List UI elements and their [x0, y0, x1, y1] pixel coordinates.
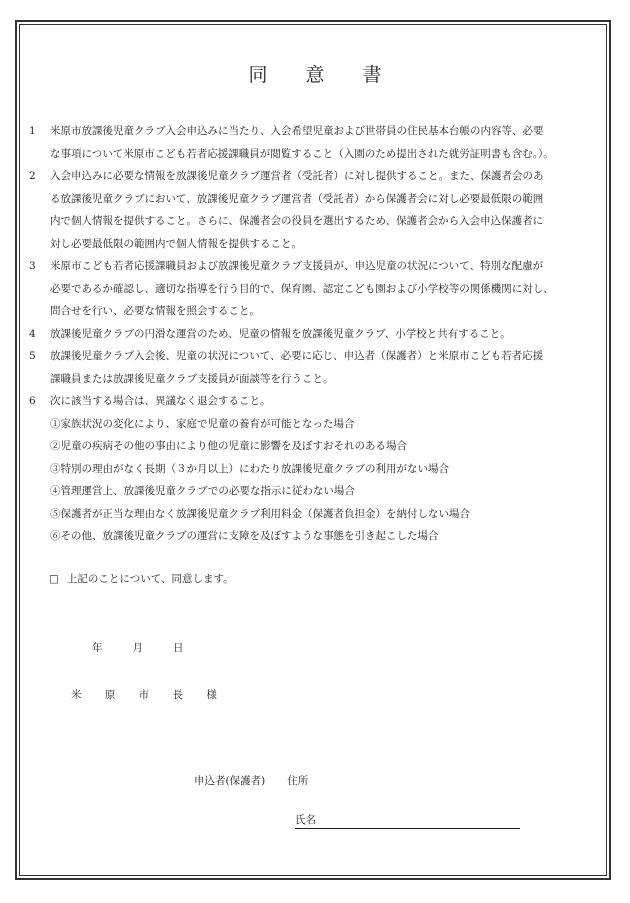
item-number: 3 — [29, 260, 36, 272]
address-label: 住所 — [287, 775, 309, 787]
date-day: 日 — [173, 642, 184, 654]
item-4 — [29, 323, 594, 346]
item-line: 放課後児童クラブの円滑な運営のため、児童の情報を放課後児童クラブ、小学校と共有すること。 — [50, 327, 511, 340]
item-number: 5 — [29, 350, 36, 362]
item-text — [50, 390, 594, 548]
item-line: 内で個人情報を提供すること。さらに、保護者会の役員を選出するため、保護者会から入会申込保護者に — [50, 215, 544, 227]
item-number: 2 — [29, 170, 36, 182]
date-line — [92, 640, 184, 655]
sub-item: ①家族状況の変化により、家庭で児童の養育が可能となった場合 — [50, 417, 355, 430]
name-label: 氏名 — [295, 814, 316, 826]
sub-item: ④管理運営上、放課後児童クラブでの必要な指示に従わない場合 — [50, 485, 355, 497]
item-5 — [29, 345, 594, 390]
sub-item: ②児童の疾病その他の事由により他の児童に影響を及ぼすおそれのある場合 — [50, 440, 407, 452]
document-title: 同 意 書 — [248, 64, 398, 86]
item-text — [50, 255, 594, 323]
date-month: 月 — [132, 642, 143, 654]
item-3 — [29, 255, 594, 323]
consent-checkbox[interactable]: □ — [49, 573, 59, 585]
item-number: 1 — [29, 125, 36, 137]
applicant-label: 申込者(保護者) — [194, 775, 266, 787]
item-text — [50, 345, 594, 390]
item-line: 問合せを行い、必要な情報を照会すること。 — [50, 305, 260, 317]
item-6 — [29, 390, 594, 548]
sub-item: ⑥その他、放課後児童クラブの運営に支障を及ぼすような事態を引き起こした場合 — [50, 530, 439, 542]
item-number: 4 — [29, 327, 36, 340]
item-2 — [29, 165, 594, 255]
item-line: 課職員または放課後児童クラブ支援員が面談等を行うこと。 — [50, 372, 334, 385]
consent-line — [49, 571, 234, 586]
item-line: 次に該当する場合は、異議なく退会すること。 — [50, 395, 271, 407]
date-year: 年 — [92, 642, 103, 654]
item-line: 必要であるか確認し、適切な指導を行う目的で、保育園、認定こども園および小学校等の関係機関に対し、 — [50, 282, 554, 295]
item-line: な事項について米原市こども若者応援課職員が閲覧すること（入園のため提出された就労証明書も含む。）。 — [50, 147, 554, 160]
item-line: 対し必要最低限の範囲内で個人情報を提供すること。 — [50, 237, 302, 250]
addressee: 米 原 市 長 様 — [71, 689, 227, 701]
item-line: 米原市放課後児童クラブ入会申込みに当たり、入会希望児童および世帯員の住民基本台帳の内容等、必要 — [50, 125, 544, 137]
sub-item: ⑤保護者が正当な理由なく放課後児童クラブ利用料金（保護者負担金）を納付しない場合 — [50, 507, 470, 520]
item-line: 入会申込みに必要な情報を放課後児童クラブ運営者（受託者）に対し提供すること。また、保護者会のあ — [50, 170, 544, 182]
name-field[interactable] — [295, 812, 520, 829]
consent-text: 上記のことについて、同意します。 — [66, 573, 234, 585]
applicant-line — [194, 773, 308, 788]
item-text — [50, 323, 594, 346]
item-text — [50, 120, 594, 165]
item-text — [50, 165, 594, 255]
item-number: 6 — [29, 395, 36, 407]
item-line: 米原市こども若者応援課職員および放課後児童クラブ支援員が、申込児童の状況について、特別な配慮が — [50, 260, 544, 272]
consent-items — [29, 120, 594, 548]
sub-item: ③特別の理由がなく長期（３か月以上）にわたり放課後児童クラブの利用がない場合 — [50, 462, 449, 475]
item-1 — [29, 120, 594, 165]
item-line: る放課後児童クラブにおいて、放課後児童クラブ運営者（受託者）から保護者会に対し必要最低限の範囲 — [50, 192, 544, 205]
item-line: 放課後児童クラブ入会後、児童の状況について、必要に応じ、申込者（保護者）と米原市こども若者応援 — [50, 350, 544, 362]
